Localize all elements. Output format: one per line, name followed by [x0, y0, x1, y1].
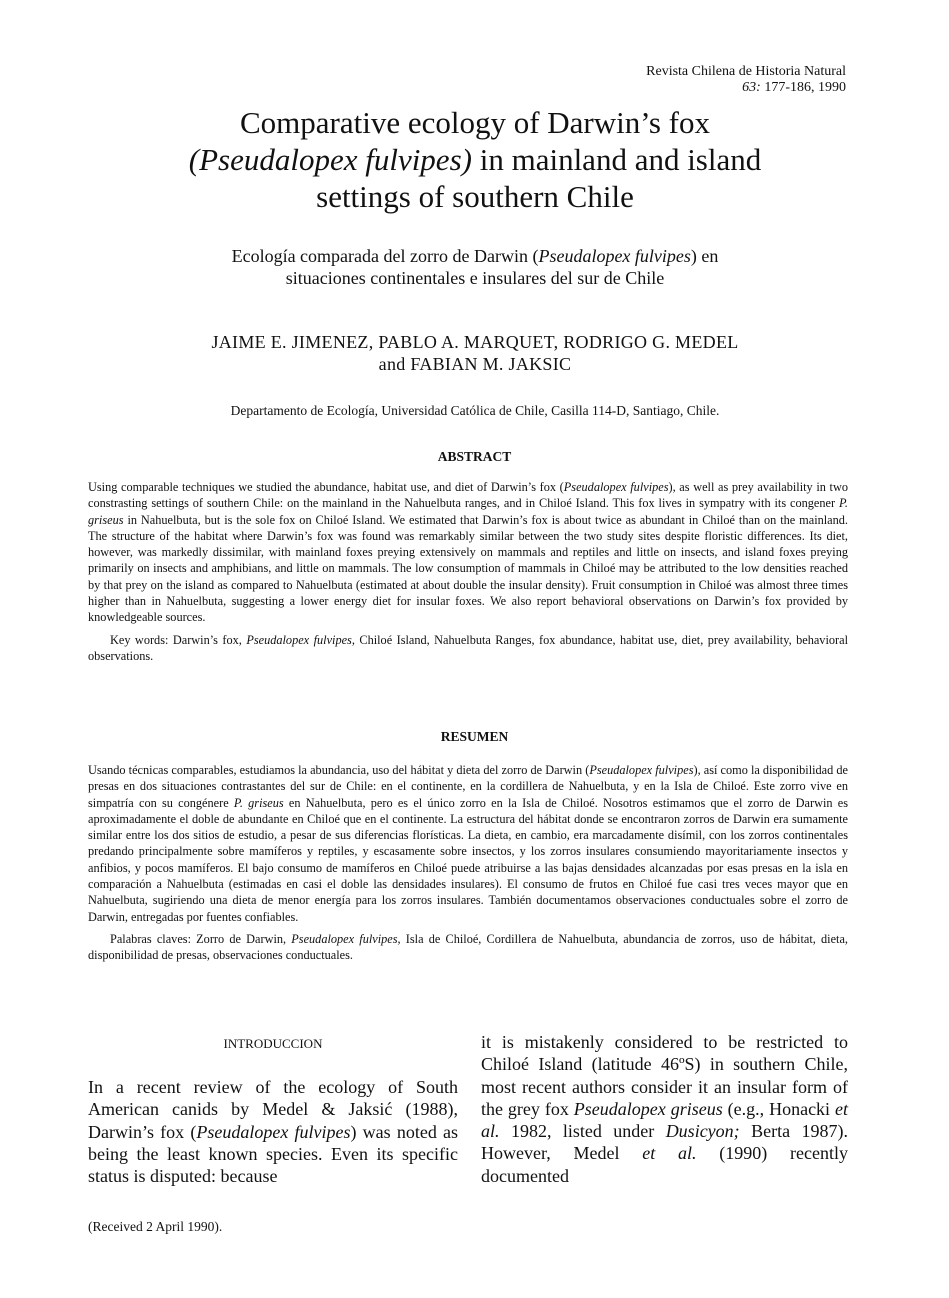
spanish-title-line-1 — [150, 245, 800, 267]
palabras-text-a: Zorro de Darwin, — [190, 931, 292, 946]
resumen-paragraph — [88, 762, 848, 925]
title-species: (Pseudalopex fulvipes) — [188, 142, 472, 177]
palabras-species: Pseudalopex fulvipes, — [291, 931, 401, 946]
intro-right-species: Pseudalopex griseus — [573, 1098, 723, 1119]
resumen-text-b: ), así como la disponibilidad de presas en dos situaciones contrastantes del sur de Chile: en el continente, en la cordillera de Nahuelbuta, y en la Isla de Chiloé. Este zorro vive en simpatría con su congénere — [88, 763, 848, 810]
resumen-keywords — [88, 931, 848, 964]
authors-line-1: JAIME E. JIMENEZ, PABLO A. MARQUET, RODRIGO G. MEDEL — [211, 332, 739, 352]
keywords-label: Key words: — [110, 632, 169, 647]
keywords-text-b: Chiloé Island, Nahuelbuta Ranges, fox abundance, habitat use, diet, prey availability, behavioral observations. — [88, 632, 848, 663]
keywords-text-a: Darwin’s fox, — [168, 632, 247, 647]
abstract-text-b: ), as well as prey availability in two constrasting settings of southern Chile: on the mainland in the Nahuelbuta ranges, and in Chiloé Island. This fox lives in sympatry with its congener — [88, 480, 848, 511]
intro-right-etal-1: et al. — [481, 1098, 848, 1142]
intro-right-column — [481, 1031, 848, 1187]
authors — [120, 331, 830, 375]
intro-right-text-b: (e.g., Honacki — [722, 1098, 835, 1119]
title-line-2 — [120, 141, 830, 178]
intro-right-etal-2: et al. — [642, 1143, 697, 1164]
journal-header — [646, 64, 846, 96]
intro-right-genus: Dusicyon; — [665, 1121, 740, 1142]
intro-left-text-a: In a recent review of the ecology of South American canids by Medel & Jaksić (1988), Darwin’s fox ( — [88, 1077, 458, 1142]
title-line-2-rest: in mainland and island — [471, 142, 762, 177]
title-line-3: settings of southern Chile — [316, 179, 634, 214]
palabras-claves-label: Palabras claves: — [110, 931, 191, 946]
abstract-species-2: P. griseus — [88, 496, 848, 527]
resumen-species-2: P. griseus — [233, 795, 284, 810]
intro-left-text-b: ) was noted as being the least known species. Even its specific status is disputed: because — [88, 1121, 458, 1187]
abstract-text-c: in Nahuelbuta, but is the sole fox on Chiloé Island. We estimated that Darwin’s fox is about twice as abundant in Chiloé than on the mainland. The structure of the habitat where Darwin’s fox was found was remarkably similar between the two study sites despite floristic differences. Its diet, however, was markedly dissimilar, with mainland foxes preying extensively on mammals and reptiles and little on insects, and island foxes preying primarily on insects and amphibians, and little on mammals. The low consumption of mammals in Chiloé may be attributed to the low densities reached by that prey on the island as compared to Nahuelbuta (estimated at about double the insular density). Fruit consumption in Chiloé was almost three times higher than in Nahuelbuta, suggesting a lower energy diet for insular foxes. We also report behavioral observations on Darwin’s fox provided by knowledgeable sources. — [88, 512, 848, 625]
intro-right-text-a: it is mistakenly considered to be restricted to Chiloé Island (latitude 46ºS) in southern Chile, most recent authors consider it an insular form of the grey fox — [481, 1032, 848, 1119]
title-line-1: Comparative ecology of Darwin’s fox — [239, 105, 711, 140]
spanish-title-line-2: situaciones continentales e insulares del sur de Chile — [285, 268, 665, 288]
journal-volume-pages — [646, 80, 846, 96]
journal-pages-year: 177-186, 1990 — [764, 80, 846, 95]
abstract-paragraph — [88, 479, 848, 626]
intro-left-species: Pseudalopex fulvipes — [196, 1121, 351, 1142]
authors-line-2: and FABIAN M. JAKSIC — [378, 354, 572, 374]
resumen-species-1: Pseudalopex fulvipes — [589, 763, 694, 777]
spanish-title — [150, 245, 800, 289]
intro-right-text-c: 1982, listed under — [499, 1121, 666, 1142]
spanish-title-species: Pseudalopex fulvipes — [538, 246, 691, 266]
journal-name: Revista Chilena de Historia Natural — [646, 64, 846, 79]
abstract-species-1: Pseudalopex fulvipes — [563, 480, 669, 494]
intro-heading: INTRODUCCION — [223, 1036, 323, 1051]
keywords-species: Pseudalopex fulvipes, — [246, 632, 355, 647]
affiliation: Departamento de Ecología, Universidad Católica de Chile, Casilla 114-D, Santiago, Chile. — [230, 403, 720, 418]
abstract-keywords — [88, 632, 848, 665]
intro-right-text-d: Berta 1987). However, Medel — [481, 1121, 848, 1164]
paper-title — [120, 104, 830, 215]
resumen-text-c: en Nahuelbuta, pero es el único zorro en la Isla de Chiloé. Nosotros estimamos que el zorro de Darwin es aproximadamente el doble de abundante en Chiloé que en el continente. La estructura del hábitat donde se encontraron zorros de Darwin era sumamente similar entre los dos sitios de estudio, a pesar de sus diferencias florísticas. La dieta, en cambio, era marcadamente disímil, con los zorros continentales predando principalmente sobre mamíferos y reptiles, y escasamente sobre insectos, y los zorros insulares consumiendo mayoritariamente insectos y anfibios, y pocos mamíferos. El bajo consumo de mamíferos en Chiloé puede atribuirse a las bajas densidades alcanzadas por esas presas en la isla en comparación a Nahuelbuta (estimadas en casi el doble las densidades insulares). El consumo de frutos en Chiloé fue casi tres veces mayor que en Nahuelbuta, sugiriendo una dieta de menor energía para los zorros insulares. También documentamos observaciones conductuales sobre el zorro de Darwin, entregadas por fuentes confiables. — [88, 795, 849, 924]
resumen-text-a: Usando técnicas comparables, estudiamos la abundancia, uso del hábitat y dieta del zorro de Darwin ( — [88, 763, 590, 777]
journal-volume: 63: — [742, 80, 761, 95]
palabras-text-b: Isla de Chiloé, Cordillera de Nahuelbuta, abundancia de zorros, uso de hábitat, dieta, disponibilidad de presas, observaciones conductuales. — [88, 931, 848, 963]
resumen-body — [88, 762, 848, 964]
intro-left-column — [88, 1076, 458, 1187]
resumen-heading: RESUMEN — [440, 729, 509, 744]
received-date: (Received 2 April 1990). — [88, 1219, 223, 1234]
spanish-title-text-a: Ecología comparada del zorro de Darwin ( — [231, 246, 539, 266]
abstract-body — [88, 479, 848, 664]
abstract-text-a: Using comparable techniques we studied the abundance, habitat use, and diet of Darwin’s fox ( — [88, 480, 564, 494]
abstract-heading: ABSTRACT — [437, 449, 512, 464]
spanish-title-text-b: ) en — [690, 246, 719, 266]
intro-right-text-e: (1990) recently documented — [481, 1143, 849, 1186]
